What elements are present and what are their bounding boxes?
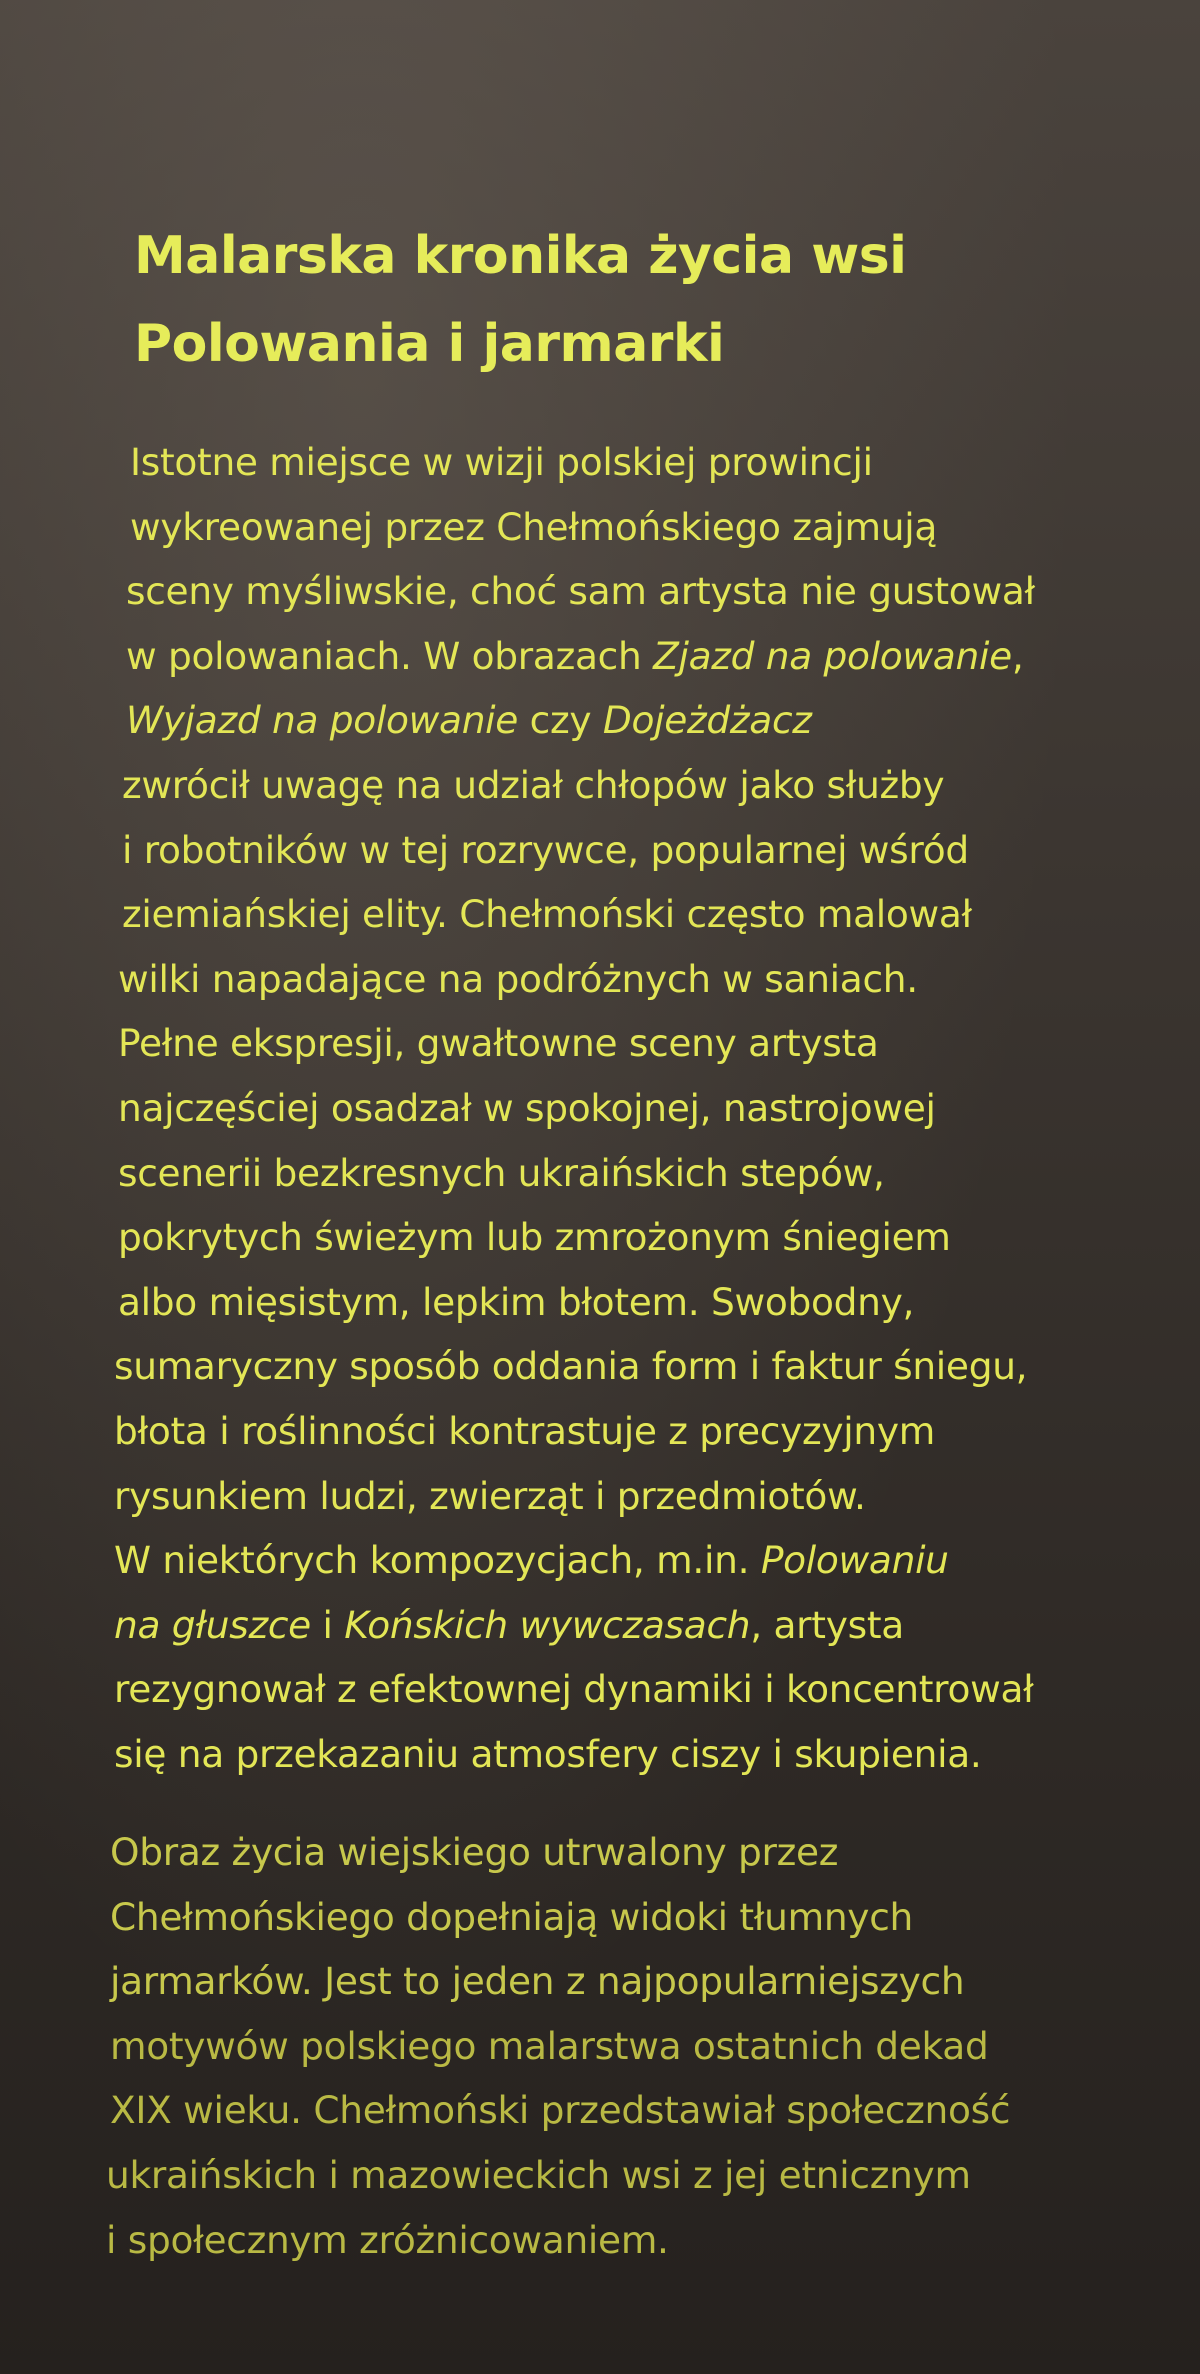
text-line: rezygnował z efektownej dynamiki i koncentrował bbox=[114, 1667, 1034, 1712]
text-fragment: w polowaniach. W obrazach bbox=[126, 633, 654, 678]
text-line: Istotne miejsce w wizji polskiej prowincji bbox=[130, 440, 873, 484]
text-line: motywów polskiego malarstwa ostatnich dekad bbox=[110, 2023, 989, 2068]
text-line: błota i roślinności kontrastuje z precyzyjnym bbox=[114, 1408, 936, 1453]
text-line: XIX wieku. Chełmoński przedstawiał społeczność bbox=[110, 2088, 1011, 2133]
text-fragment: , bbox=[1011, 633, 1024, 678]
text-line: najczęściej osadzał w spokojnej, nastrojowej bbox=[118, 1085, 936, 1130]
text-line: scenerii bezkresnych ukraińskich stepów, bbox=[118, 1150, 885, 1195]
text-line: i społecznym zróżnicowaniem. bbox=[106, 2217, 669, 2262]
text-line bbox=[106, 1593, 1186, 1658]
painting-title: Wyjazd na polowanie bbox=[126, 698, 519, 743]
title-line: Polowania i jarmarki bbox=[134, 314, 725, 374]
text-fragment: czy bbox=[518, 698, 603, 743]
text-line: rysunkiem ludzi, zwierząt i przedmiotów. bbox=[114, 1473, 866, 1518]
paragraph-fairs bbox=[106, 1820, 1186, 2272]
text-line: Obraz życia wiejskiego utrwalony przez bbox=[110, 1830, 839, 1874]
text-line bbox=[106, 1528, 1186, 1593]
text-line: ziemiańskiej elity. Chełmoński często malował bbox=[122, 892, 972, 937]
paragraph-hunting bbox=[106, 430, 1186, 1786]
painting-title: Dojeżdżacz bbox=[602, 698, 812, 743]
painting-title: Zjazd na polowanie bbox=[653, 633, 1012, 678]
painting-title: Polowaniu bbox=[760, 1538, 949, 1583]
text-line: jarmarków. Jest to jeden z najpopularniejszych bbox=[110, 1959, 965, 2004]
text-fragment: i bbox=[310, 1602, 345, 1647]
painting-title: na głuszce bbox=[114, 1602, 311, 1647]
text-line: wilki napadające na podróżnych w saniach. bbox=[118, 956, 918, 1001]
text-line: Chełmońskiego dopełniają widoki tłumnych bbox=[110, 1894, 913, 1939]
text-line: i robotników w tej rozrywce, popularnej wśród bbox=[122, 827, 969, 872]
title-line: Malarska kronika życia wsi bbox=[134, 226, 907, 286]
text-line: Pełne ekspresji, gwałtowne sceny artysta bbox=[118, 1021, 879, 1066]
text-line: sceny myśliwskie, choć sam artysta nie gustował bbox=[126, 569, 1035, 614]
text-line: albo mięsistym, lepkim błotem. Swobodny, bbox=[118, 1279, 915, 1324]
text-line: ukraińskich i mazowieckich wsi z jej etnicznym bbox=[106, 2152, 971, 2197]
text-line bbox=[106, 688, 1186, 753]
text-line: pokrytych świeżym lub zmrożonym śniegiem bbox=[118, 1215, 951, 1260]
text-line: wykreowanej przez Chełmońskiego zajmują bbox=[130, 504, 938, 549]
text-line bbox=[106, 624, 1186, 689]
panel-title bbox=[134, 212, 907, 388]
text-fragment: W niektórych kompozycjach, m.in. bbox=[114, 1538, 761, 1583]
text-fragment: , artysta bbox=[750, 1602, 904, 1647]
text-line: się na przekazaniu atmosfery ciszy i skupienia. bbox=[114, 1731, 982, 1776]
painting-title: Końskich wywczasach bbox=[344, 1602, 751, 1647]
text-line: sumaryczny sposób oddania form i faktur śniegu, bbox=[114, 1344, 1028, 1389]
text-line: zwrócił uwagę na udział chłopów jako służby bbox=[122, 762, 945, 807]
